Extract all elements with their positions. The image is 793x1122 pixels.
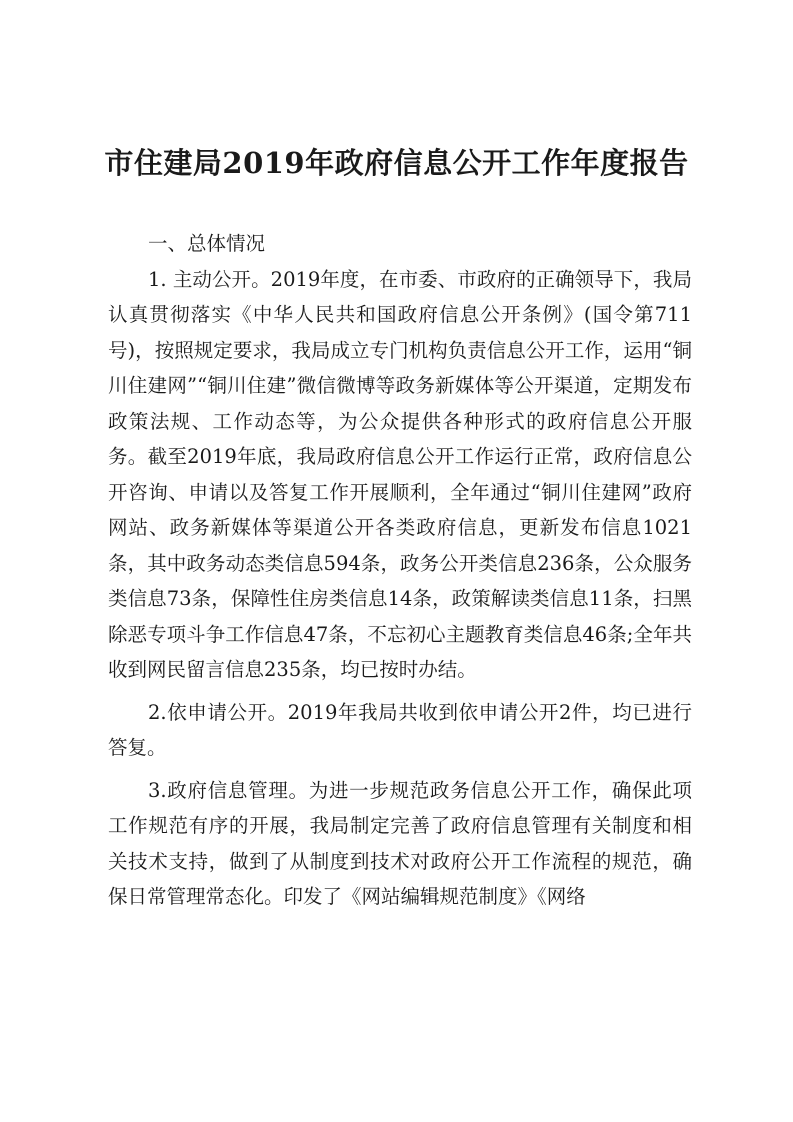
- document-body: [108, 226, 692, 922]
- paragraph-information-management: 3.政府信息管理。为进一步规范政务信息公开工作，确保此项工作规范有序的开展，我局制定完善了政府信息管理有关制度和相关技术支持，做到了从制度到技术对政府公开工作流程的规范，确保日常管理常态化。印发了《网站编辑规范制度》《网络: [108, 778, 692, 908]
- paragraph-request-disclosure: 2.依申请公开。2019年我局共收到依申请公开2件，均已进行答复。: [108, 700, 692, 759]
- document-title: 市住建局2019年政府信息公开工作年度报告: [104, 146, 689, 180]
- paragraph-proactive-disclosure: 1. 主动公开。2019年度，在市委、市政府的正确领导下，我局认真贯彻落实《中华人民共和国政府信息公开条例》(国令第711号)，按照规定要求，我局成立专门机构负责信息公开工作，运用“铜川住建网”“铜川住建”微信微博等政务新媒体等公开渠道，定期发布政策法规、工作动态等，为公众提供各种形式的政府信息公开服务。截至2019年底，我局政府信息公开工作运行正常，政府信息公开咨询、申请以及答复工作开展顺利，全年通过“铜川住建网”政府网站、政务新媒体等渠道公开各类政府信息，更新发布信息1021条，其中政务动态类信息594条，政务公开类信息236条，公众服务类信息73条，保障性住房类信息14条，政策解读类信息11条，扫黑除恶专项斗争工作信息47条，不忘初心主题教育类信息46条;全年共收到网民留言信息235条，均已按时办结。: [108, 267, 692, 681]
- section-heading-overview: 一、总体情况: [148, 232, 266, 255]
